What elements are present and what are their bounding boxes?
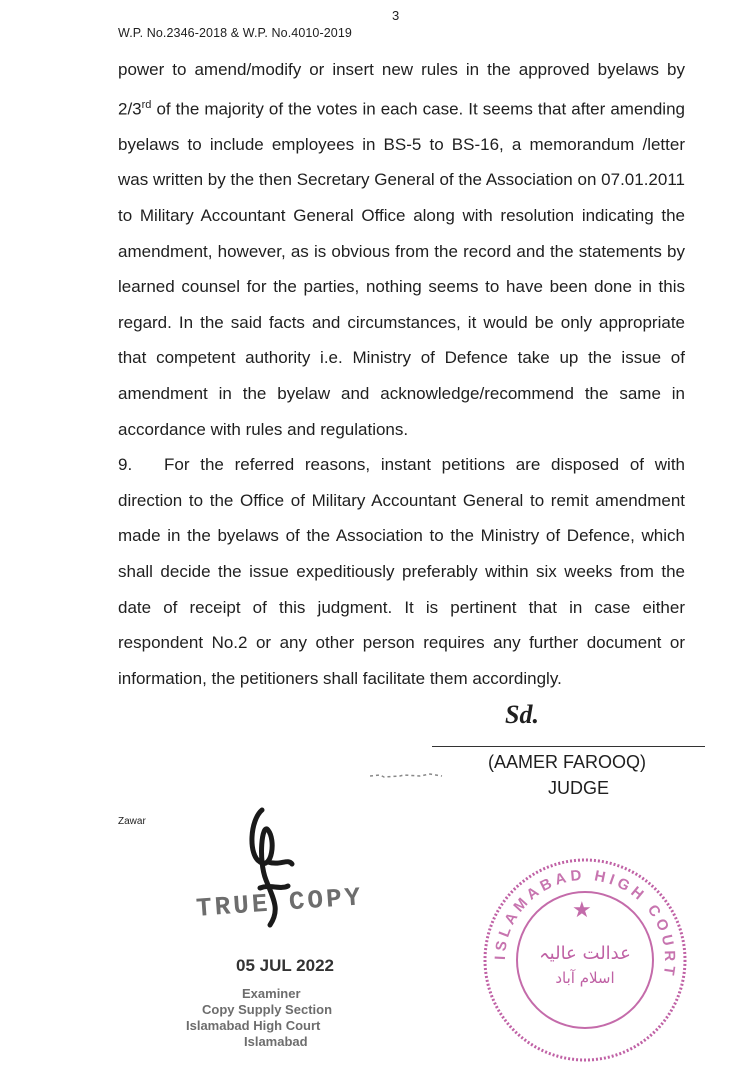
paragraph-9-number: 9. (118, 455, 133, 475)
fraction-superscript: rd (141, 98, 152, 111)
true-copy-stamp (178, 880, 378, 1049)
true-copy-date: 05 JUL 2022 (236, 956, 334, 975)
judgment-body (118, 52, 685, 696)
paragraph-9-text: For the referred reasons, instant petitions are disposed of with direction to the Office of Military Accountant General to remit amendment made in the byelaws of the Association to the Ministry of Defence, which shall decide the issue expeditiously preferably within six weeks from the date of receipt of this judgment. It is pertinent that in case either respondent No.2 or any other person requires any further document or information, the petitioners shall facilitate them accordingly. (118, 455, 685, 688)
seal-outer-text: ISLAMABAD HIGH COURT (491, 866, 679, 981)
page-number: 3 (392, 8, 400, 23)
judge-title: JUDGE (548, 778, 610, 798)
paragraph-9 (118, 447, 685, 696)
initials: Zawar (118, 816, 146, 827)
court-seal (480, 855, 690, 1065)
fraction: 2/3 (118, 99, 142, 119)
stamp-line-city: Islamabad (244, 1034, 308, 1049)
paragraph-8 (118, 52, 685, 447)
sd-mark: Sd. (505, 700, 539, 729)
ink-smudge (370, 772, 445, 780)
true-copy-heading: TRUE COPY (195, 882, 365, 924)
stamp-line-examiner: Examiner (242, 986, 301, 1001)
seal-urdu-line1: عدالت عالیہ (539, 943, 631, 964)
paragraph-8-text: of the majority of the votes in each case. It seems that after amending byelaws to include employees in BS-5 to BS-16, a memorandum /letter was written by the then Secretary General of the Association on 07.01.2011 to Military Accountant General Office along with resolution indicating the amendment, however, as is obvious from the record and the statements by learned counsel for the parties, nothing seems to have been done in this regard. In the said facts and circumstances, it would be only appropriate that competent authority i.e. Ministry of Defence take up the issue of amendment in the byelaw and acknowledge/recommend the same in accordance with rules and regulations. (118, 99, 685, 439)
paragraph-8-line1: power to amend/modify or insert new rules in the approved byelaws by (118, 60, 685, 79)
judge-name: (AAMER FAROOQ) (488, 752, 647, 772)
stamp-line-court: Islamabad High Court (186, 1018, 321, 1033)
svg-text:★: ★ (572, 898, 592, 923)
case-reference: W.P. No.2346-2018 & W.P. No.4010-2019 (118, 26, 352, 40)
stamp-line-section: Copy Supply Section (202, 1002, 333, 1017)
seal-urdu-line2: اسلام آباد (555, 969, 615, 987)
signature-line (432, 746, 705, 747)
